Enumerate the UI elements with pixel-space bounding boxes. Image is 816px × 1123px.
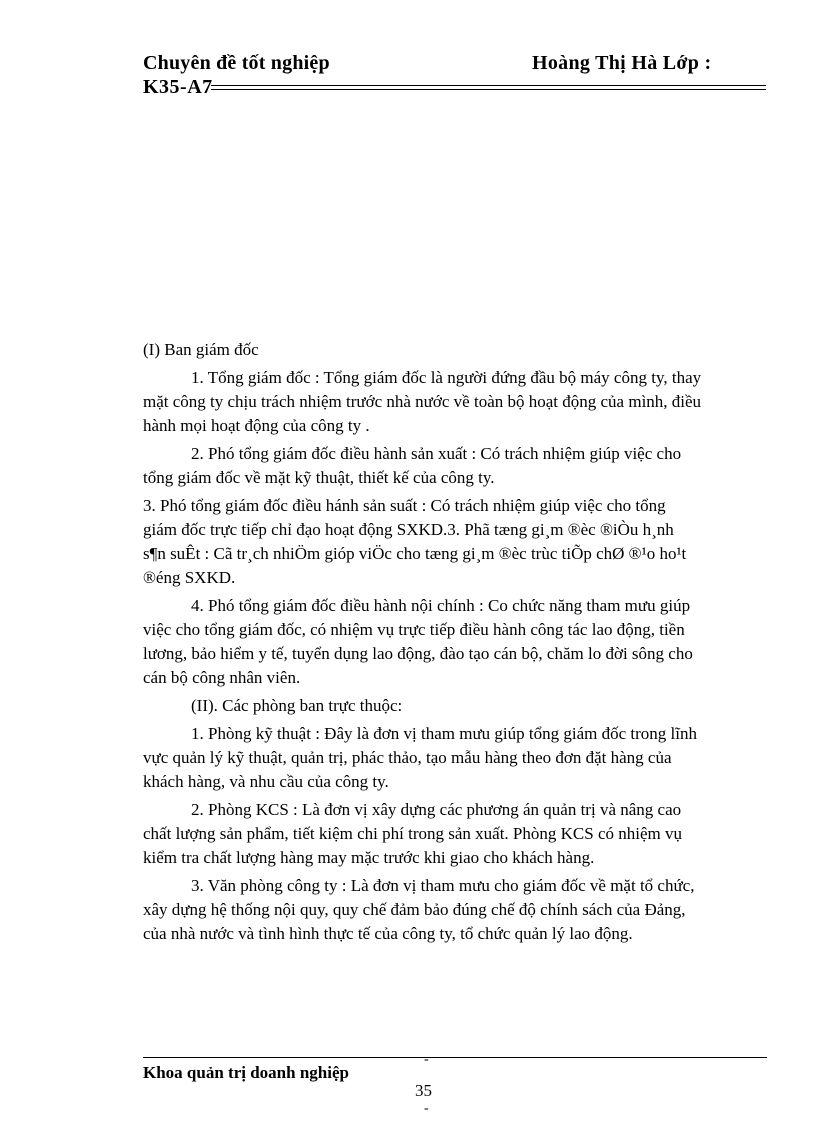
text-line: của nhà nước và tình hình thực tế của công ty, tổ chức quản lý lao động. (143, 924, 633, 943)
page-number: 35 (415, 1081, 432, 1100)
text-line: ®éng SXKD. (143, 568, 236, 587)
footer-rule (143, 1057, 767, 1058)
text-line: lương, bảo hiểm y tế, tuyển dụng lao động, đào tạo cán bộ, chăm lo đời sông cho (143, 644, 693, 663)
text-line: cán bộ công nhân viên. (143, 668, 301, 687)
text-line: 1. Tổng giám đốc : Tổng giám đốc là người đứng đầu bộ máy công ty, thay (191, 368, 702, 387)
faculty-name: Khoa quản trị doanh nghiệp (143, 1063, 349, 1082)
paragraph-deputy-internal (143, 594, 759, 690)
text-line: việc cho tổng giám đốc, có nhiệm vụ trực tiếp điều hành công tác lao động, tiền (143, 620, 685, 639)
text-line: tổng giám đốc về mặt kỹ thuật, thiết kế của công ty. (143, 468, 495, 487)
text-line: (II). Các phòng ban trực thuộc: (191, 696, 403, 715)
text-line: (I) Ban giám đốc (143, 340, 259, 359)
text-line: xây dựng hệ thống nội quy, quy chế đảm bảo đúng chế độ chính sách của Đảng, (143, 900, 686, 919)
text-line: kiểm tra chất lượng hàng may mặc trước khi giao cho khách hàng. (143, 848, 595, 867)
section-heading-2 (143, 694, 759, 718)
text-line: 3. Phó tổng giám đốc điều hánh sản suất : Có trách nhiệm giúp việc cho tổng (143, 496, 666, 515)
text-line: giám đốc trực tiếp chỉ đạo hoạt động SXKD.3. Phã tæng gi¸m ®èc ®iÒu h¸nh (143, 520, 674, 539)
class-code: K35-A7 (143, 76, 213, 98)
text-line: 1. Phòng kỹ thuật : Đây là đơn vị tham mưu giúp tổng giám đốc trong lĩnh (191, 724, 697, 743)
text-line: 2. Phó tổng giám đốc điều hành sản xuất : Có trách nhiệm giúp việc cho (191, 444, 682, 463)
header-rule-top (211, 85, 766, 86)
document-title: Chuyên đề tốt nghiệp (143, 52, 330, 74)
text-line: vực quản lý kỹ thuật, quản trị, phác thảo, tạo mẫu hàng theo đơn đặt hàng của (143, 748, 672, 767)
section-heading-1 (143, 338, 759, 362)
text-line: chất lượng sản phẩm, tiết kiệm chi phí trong sản xuất. Phòng KCS có nhiệm vụ (143, 824, 682, 843)
text-line: s¶n suÊt : Cã tr¸ch nhiÖm gióp viÖc cho tæng gi¸m ®èc trùc tiÕp chØ ®¹o ho¹t (143, 544, 687, 563)
paragraph-deputy-production-2 (143, 494, 759, 590)
paragraph-deputy-production (143, 442, 759, 490)
text-line: 2. Phòng KCS : Là đơn vị xây dựng các phương án quản trị và nâng cao (191, 800, 682, 819)
page-dash-bottom: - (424, 1101, 429, 1116)
paragraph-ceo (143, 366, 759, 438)
header-rule-bottom (211, 89, 766, 90)
author-name: Hoàng Thị Hà Lớp : (532, 52, 712, 74)
text-line: khách hàng, và nhu cầu của công ty. (143, 772, 389, 791)
page-dash-top: - (424, 1052, 429, 1067)
text-line: hành mọi hoạt động của công ty . (143, 416, 370, 435)
paragraph-office (143, 874, 759, 946)
page-body (143, 338, 759, 950)
text-line: 4. Phó tổng giám đốc điều hành nội chính : Co chức năng tham mưu giúp (191, 596, 691, 615)
paragraph-kcs-dept (143, 798, 759, 870)
text-line: mặt công ty chịu trách nhiệm trước nhà nước về toàn bộ hoạt động của mình, điều (143, 392, 702, 411)
paragraph-technical-dept (143, 722, 759, 794)
text-line: 3. Văn phòng công ty : Là đơn vị tham mưu cho giám đốc về mặt tổ chức, (191, 876, 695, 895)
